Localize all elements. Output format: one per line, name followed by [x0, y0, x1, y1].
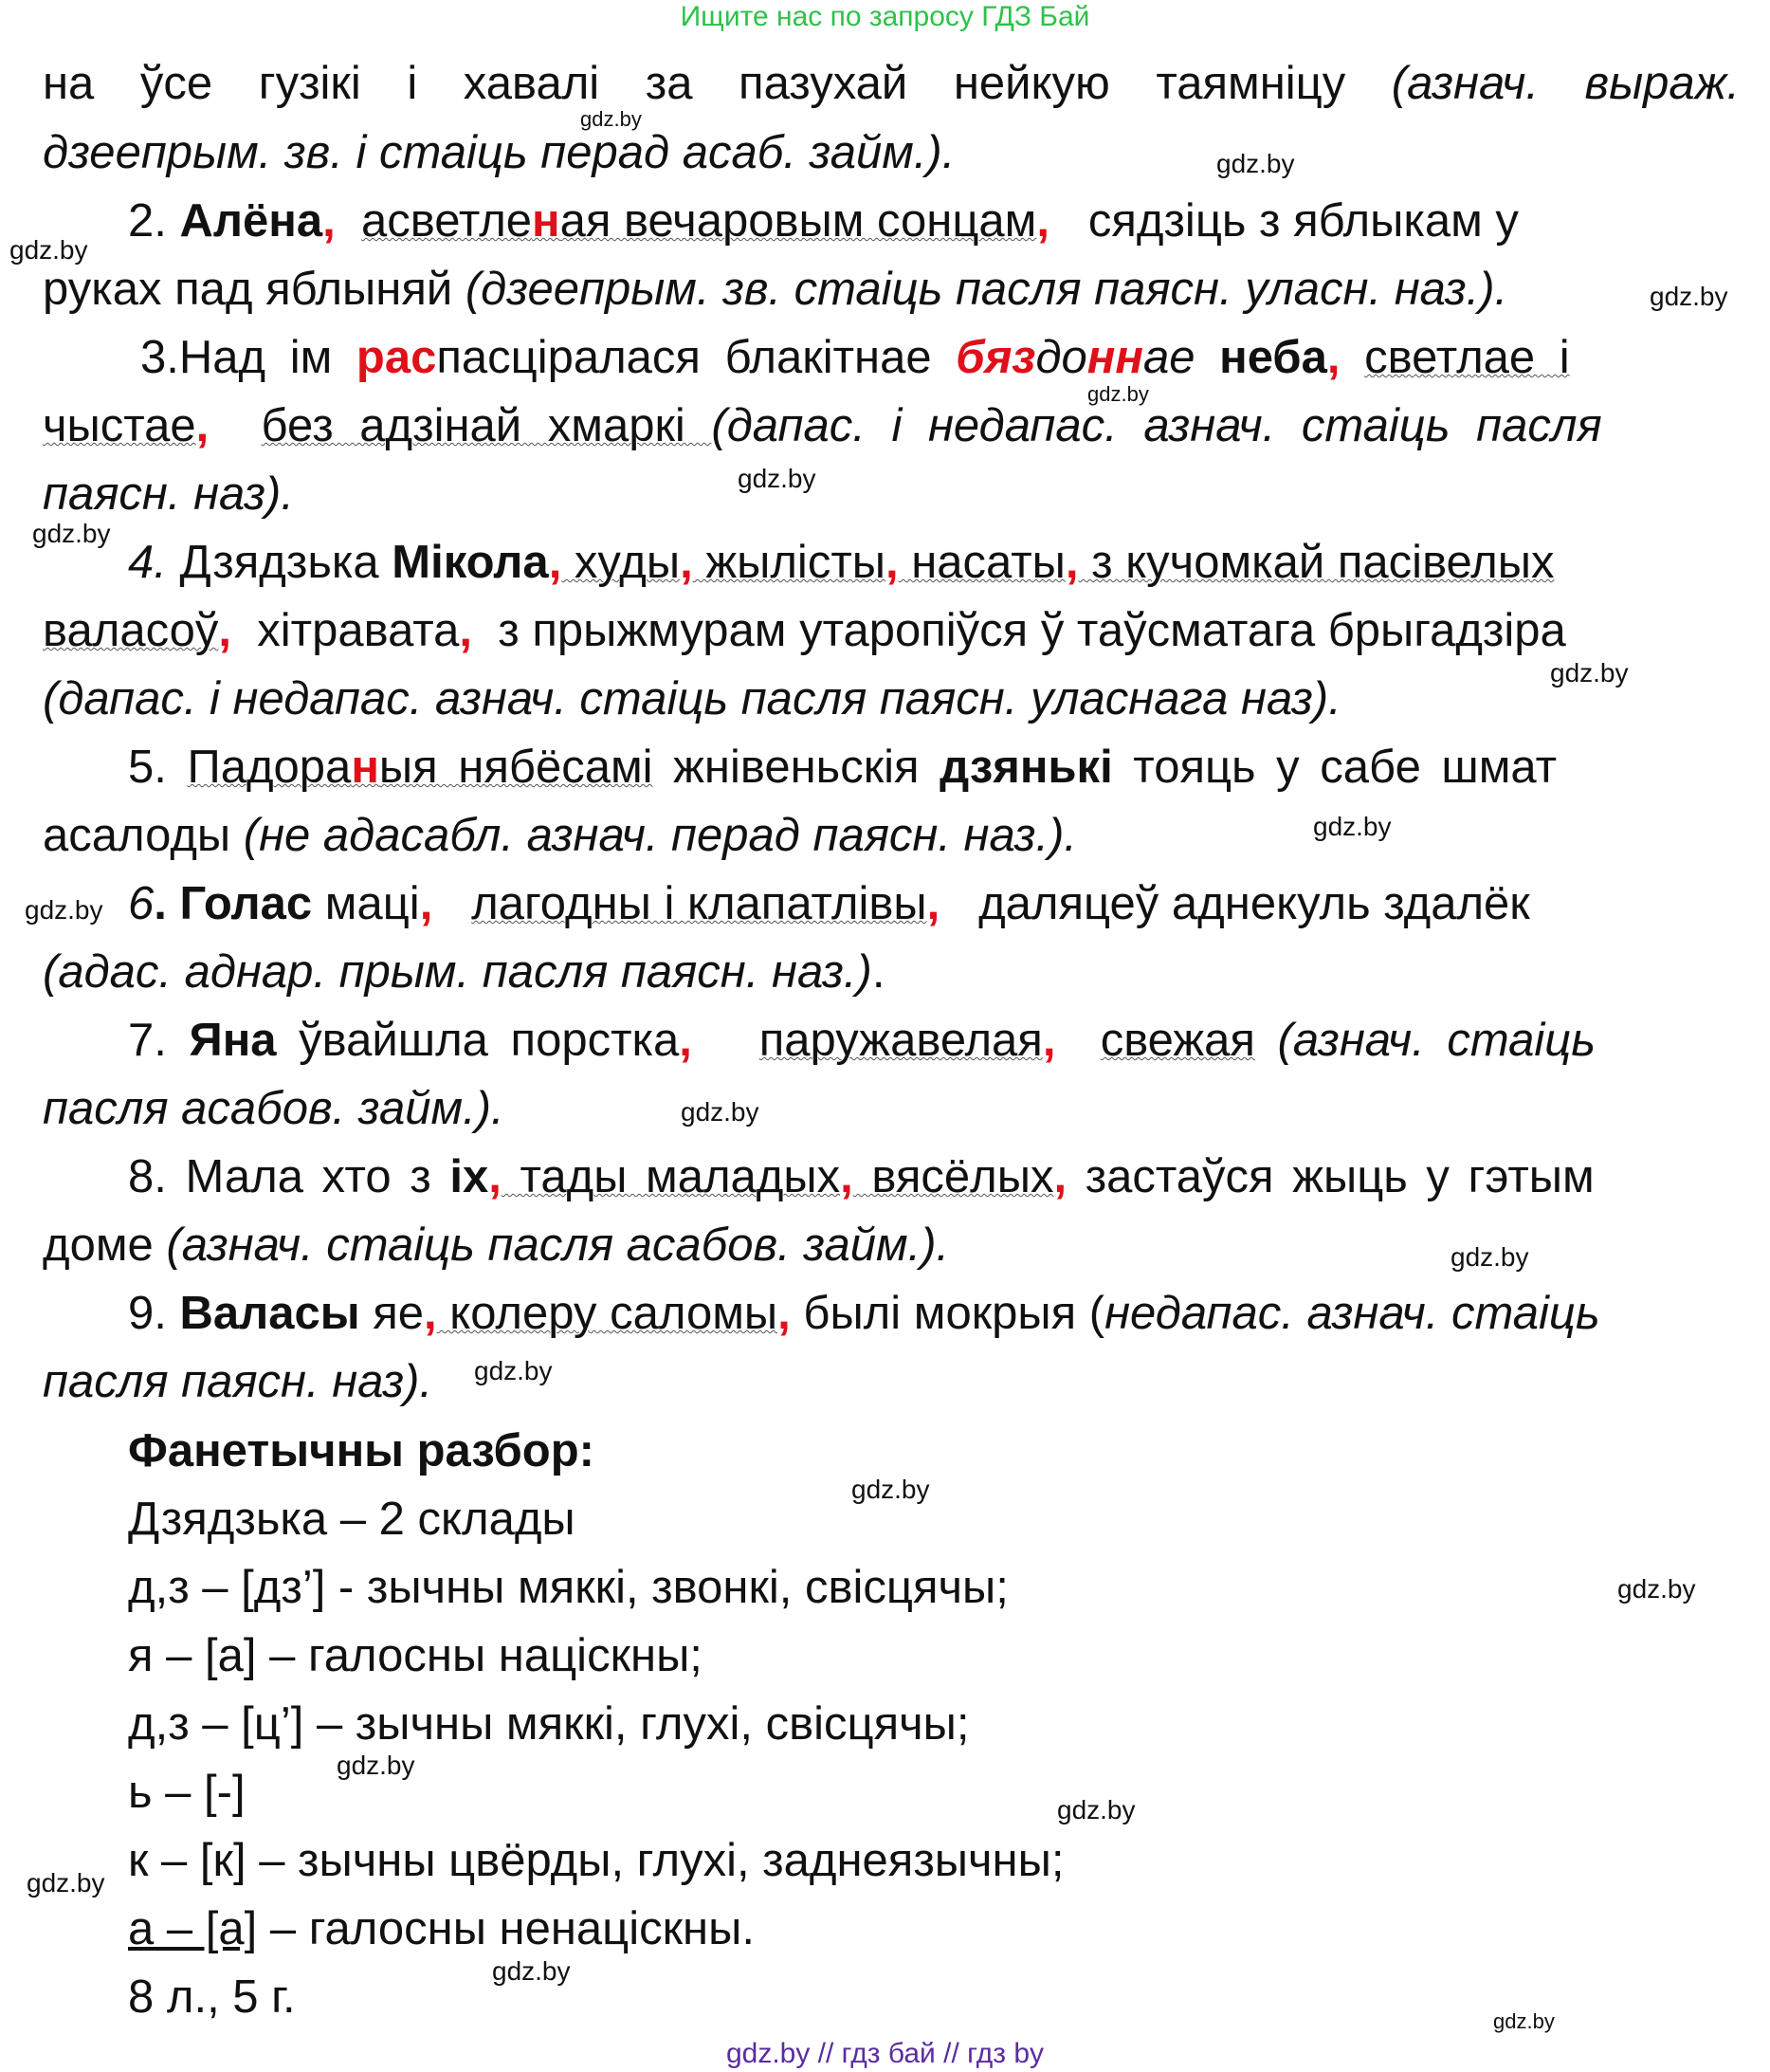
text-line-6	[43, 397, 1740, 456]
sentence-number: 6	[128, 878, 155, 929]
text-line-4	[43, 261, 1740, 320]
watermark: gdz.by	[1087, 382, 1149, 406]
red-comma: ,	[680, 537, 693, 588]
attribute-phrase: колеру саломы	[436, 1288, 778, 1339]
sentence-5	[128, 739, 1740, 798]
text-line-20	[43, 1353, 1740, 1412]
sentence-4	[128, 534, 1740, 593]
watermark: gdz.by	[1550, 658, 1629, 688]
red-comma: ,	[777, 1288, 791, 1339]
sentence-7	[128, 1012, 1740, 1071]
red-prefix: рас	[356, 332, 437, 383]
attribute-word: свежая	[1100, 1015, 1255, 1066]
watermark: gdz.by	[1451, 1242, 1529, 1272]
subject-word: Яна	[189, 1015, 277, 1066]
line-text: пасціралася блакітнае	[436, 332, 957, 383]
subject-word: Голас	[179, 878, 313, 929]
phonetic-sound: а – [а]	[128, 1903, 258, 1954]
line-note: дзеепрым. зв. і стаіць перад асаб. займ.).	[43, 127, 956, 178]
line-text: асалоды	[43, 810, 244, 861]
subject-word: Мікола	[392, 537, 549, 588]
red-comma: ,	[1065, 537, 1079, 588]
watermark: gdz.by	[580, 107, 642, 131]
watermark: gdz.by	[1313, 812, 1392, 841]
line-text: з прыжмурам утаропіўся ў таўсматага брыгадзіра	[498, 605, 1566, 656]
sentence-9	[128, 1285, 1740, 1344]
line-text: на ўсе гузікі і хавалі за пазухай нейкую таямніцу	[43, 58, 1392, 109]
subject-word: Алёна	[179, 195, 323, 247]
attribute-phrase	[187, 742, 652, 793]
red-letter: н	[351, 742, 379, 793]
watermark: gdz.by	[474, 1356, 553, 1385]
attribute-phrase: без адзінай хмаркі	[261, 400, 712, 451]
line-note: пасля асабов. займ.).	[43, 1083, 504, 1134]
text-line-2	[43, 124, 1740, 183]
watermark: gdz.by	[492, 1956, 571, 1986]
phonetic-row: ь – [-]	[128, 1767, 246, 1818]
phrase-part: Падора	[187, 742, 352, 793]
attribute-phrase: лагодны і клапатлівы	[471, 878, 927, 929]
line-note: (не адасабл. азнач. перад паясн. наз.).	[243, 810, 1078, 861]
sentence-number: 9.	[128, 1288, 180, 1339]
sentence-3	[140, 329, 1740, 388]
red-comma: ,	[1042, 1015, 1056, 1066]
red-comma: ,	[548, 537, 562, 588]
red-comma: ,	[1326, 332, 1341, 383]
watermark: gdz.by	[25, 895, 103, 925]
sentence-number: 8. Мала хто з	[128, 1151, 450, 1202]
line-note: недапас. азнач. стаіць	[1104, 1288, 1600, 1339]
red-comma: ,	[322, 195, 336, 247]
watermark: gdz.by	[1650, 282, 1728, 311]
line-note: (дапас. і недапас. азнач. стаіць пасля	[711, 400, 1602, 451]
watermark: gdz.by	[738, 464, 816, 493]
phonetic-word: Дзядзька – 2 склады	[128, 1494, 575, 1545]
red-letter: н	[532, 195, 560, 247]
sentence-number: 2.	[128, 195, 180, 247]
line-note: (дзеепрым. зв. стаіць пасля паясн. уласн. наз.).	[465, 264, 1508, 315]
text-line-16	[43, 1080, 1740, 1139]
subject-word: дзянькі	[940, 742, 1113, 793]
line-text: яе	[359, 1288, 425, 1339]
line-note: (азнач. стаіць	[1254, 1015, 1597, 1066]
red-comma: ,	[424, 1288, 437, 1339]
phonetic-row: д,з – [дз’] - зычны мяккі, звонкі, свісцячы;	[128, 1562, 1009, 1613]
line-text: ўвайшла порстка	[276, 1015, 680, 1066]
attribute-word: светлае і	[1364, 332, 1570, 383]
sentence-number: 3.Над ім	[140, 332, 356, 383]
sentence-2	[128, 193, 1740, 251]
line-text: даляцеў аднекуль здалёк	[978, 878, 1530, 929]
line-text: доме	[43, 1219, 167, 1271]
watermark: gdz.by	[32, 519, 111, 548]
text-line-9	[43, 602, 1740, 661]
phonetic-row: д,з – [ц’] – зычны мяккі, глухі, свісцячы;	[128, 1698, 970, 1750]
line-note: (дапас. і недапас. азнач. стаіць пасля паясн. уласнага наз).	[43, 673, 1341, 724]
phrase-part: асветле	[360, 195, 533, 247]
line-text: тояць у сабе шмат	[1112, 742, 1558, 793]
attribute-word: худы	[561, 537, 681, 588]
line-note: (азнач. стаіць пасля асабов. займ.).	[166, 1219, 950, 1271]
line-text: хітравата	[257, 605, 460, 656]
attribute-word: насаты	[898, 537, 1066, 588]
red-comma: ,	[419, 878, 433, 929]
phonetic-row: я – [а] – галосны націскны;	[128, 1630, 703, 1681]
phonetic-title: Фанетычны разбор:	[128, 1425, 594, 1476]
line-text: былі мокрыя (	[790, 1288, 1105, 1339]
red-prefix: бяз	[956, 332, 1036, 383]
line-text: застаўся жыць у гэтым	[1067, 1151, 1595, 1202]
watermark: gdz.by	[9, 235, 88, 265]
red-comma: ,	[1036, 195, 1049, 247]
phonetic-row	[128, 1900, 1455, 1959]
sentence-number: .	[154, 878, 180, 929]
watermark: gdz.by	[337, 1751, 415, 1780]
attribute-word: жылісты	[692, 537, 885, 588]
phonetic-row: к – [к] – зычны цвёрды, глухі, заднеязычны;	[128, 1835, 1065, 1886]
line-text: сядзіць з яблыкам у	[1087, 195, 1519, 247]
red-comma: ,	[195, 400, 210, 451]
line-note: паясн. наз).	[43, 468, 294, 520]
watermark: gdz.by	[27, 1868, 105, 1898]
line-note: пасля паясн. наз).	[43, 1356, 433, 1407]
red-comma: ,	[679, 1015, 692, 1066]
subject-word: іх	[449, 1151, 489, 1202]
subject-word: Валасы	[179, 1288, 360, 1339]
red-comma: ,	[488, 1151, 502, 1202]
sentence-number: 5.	[128, 742, 188, 793]
watermark: gdz.by	[851, 1475, 930, 1504]
line-note: (адас. аднар. прым. пасля паясн. наз.)	[43, 946, 872, 998]
text-line-10	[43, 670, 1740, 729]
attribute-word: валасоў	[43, 605, 219, 656]
phrase-part: ая вечаровым сонцам	[559, 195, 1037, 247]
line-text: маці	[312, 878, 420, 929]
sentence-number: 4.	[128, 537, 167, 588]
red-comma: ,	[926, 878, 940, 929]
attribute-phrase: з кучомкай пасівелых	[1078, 537, 1555, 588]
red-comma: ,	[885, 537, 899, 588]
red-comma: ,	[1053, 1151, 1067, 1202]
line-text: до	[1035, 332, 1087, 383]
attribute-word: паружавелая	[758, 1015, 1043, 1066]
text-line-1	[43, 55, 1740, 114]
red-letters: нн	[1086, 332, 1143, 383]
line-text: ае	[1142, 332, 1220, 383]
participle-phrase	[361, 195, 1036, 247]
watermark: gdz.by	[681, 1097, 759, 1127]
line-text: Дзядзька	[166, 537, 392, 588]
watermark: gdz.by	[1617, 1574, 1696, 1604]
sentence-8	[128, 1148, 1740, 1207]
red-comma: ,	[840, 1151, 853, 1202]
text-line-14	[43, 944, 1740, 1002]
red-comma: ,	[459, 605, 473, 656]
watermark: gdz.by	[1493, 2009, 1555, 2033]
attribute-word: вясёлых	[852, 1151, 1054, 1202]
phonetic-summary: 8 л., 5 г.	[128, 1971, 296, 2023]
attribute-word: чыстае	[43, 400, 196, 451]
phonetic-desc: – галосны ненаціскны.	[257, 1903, 755, 1954]
subject-word: неба	[1219, 332, 1327, 383]
bottom-banner[interactable]: gdz.by // гдз бай // гдз by	[725, 2038, 1045, 2069]
sentence-6	[128, 875, 1740, 934]
text-line-7	[43, 466, 1740, 524]
sentence-number: 7.	[128, 1015, 190, 1066]
watermark: gdz.by	[1057, 1795, 1136, 1824]
phrase-part: ыя нябёсамі	[378, 742, 653, 793]
text-line-12	[43, 807, 1740, 866]
line-text: .	[871, 946, 885, 998]
line-text: руках пад яблыняй	[43, 264, 465, 315]
line-note: (азнач. выраж.	[1391, 58, 1740, 109]
top-banner[interactable]: Ищите нас по запросу ГДЗ Бай	[680, 1, 1090, 32]
red-comma: ,	[218, 605, 232, 656]
attribute-word: тады маладых	[501, 1151, 841, 1202]
line-text: жнівеньскія	[652, 742, 940, 793]
watermark: gdz.by	[1216, 149, 1295, 178]
